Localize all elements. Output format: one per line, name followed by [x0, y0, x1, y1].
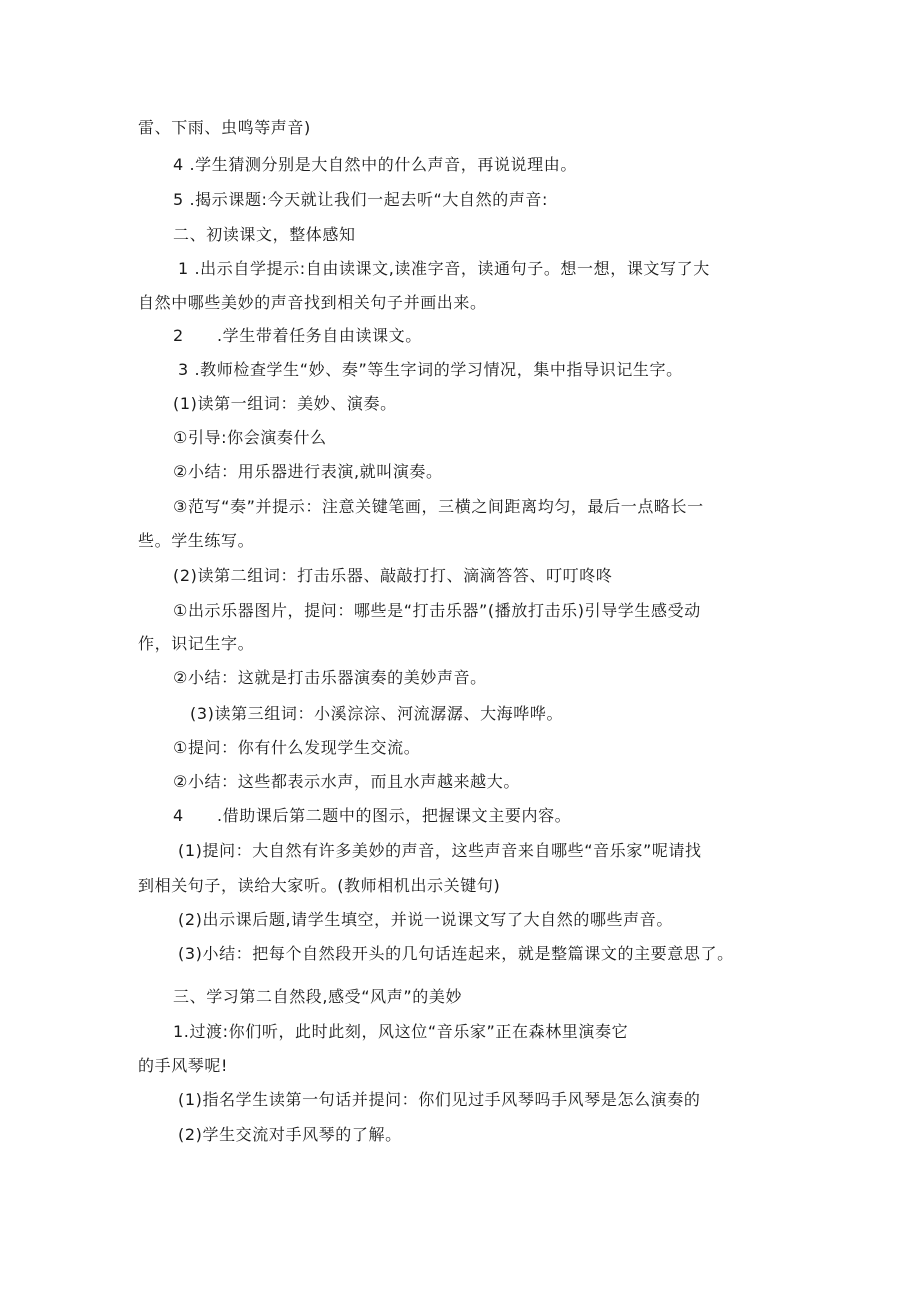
text-line: (2)读第二组词：打击乐器、敲敲打打、滴滴答答、叮叮咚咚 — [173, 566, 613, 585]
text-line: 些。学生练写。 — [138, 531, 255, 550]
text-line: ②小结：用乐器进行表演,就叫演奏。 — [173, 462, 443, 481]
text-line: ③范写“奏”并提示：注意关键笔画，三横之间距离均匀，最后一点略长一 — [173, 497, 704, 516]
text-line: 1.过渡:你们听，此时此刻，风这位“音乐家”正在森林里演奏它 — [173, 1022, 629, 1041]
text-line: (1)提问：大自然有许多美妙的声音，这些声音来自哪些“音乐家”呢请找 — [178, 841, 702, 860]
text-line: (3)小结：把每个自然段开头的几句话连起来，就是整篇课文的主要意思了。 — [178, 944, 734, 963]
text-line: (1)指名学生读第一句话并提问：你们见过手风琴吗手风琴是怎么演奏的 — [178, 1090, 701, 1109]
text-line: ②小结：这就是打击乐器演奏的美妙声音。 — [173, 668, 487, 687]
text-line: (2)学生交流对手风琴的了解。 — [178, 1125, 402, 1144]
text-line: (2)出示课后题,请学生填空，并说一说课文写了大自然的哪些声音。 — [178, 910, 673, 929]
text-line: 的手风琴呢! — [138, 1056, 229, 1075]
text-line: 4 .借助课后第二题中的图示，把握课文主要内容。 — [173, 806, 572, 825]
text-line: (3)读第三组词：小溪淙淙、河流潺潺、大海哗哗。 — [190, 704, 564, 723]
text-line: ①出示乐器图片，提问：哪些是“打击乐器”(播放打击乐)引导学生感受动 — [173, 601, 701, 620]
text-line: 作，识记生字。 — [138, 634, 255, 653]
text-line: 1 .出示自学提示:自由读课文,读准字音，读通句子。想一想，课文写了大 — [178, 259, 710, 278]
text-line: 2 .学生带着任务自由读课文。 — [173, 326, 422, 345]
text-line: 3 .教师检查学生“妙、奏”等生字词的学习情况，集中指导识记生字。 — [178, 360, 683, 379]
text-line: (1)读第一组词：美妙、演奏。 — [173, 394, 397, 413]
text-line: 到相关句子，读给大家听。(教师相机出示关键句) — [138, 876, 501, 895]
text-line: 雷、下雨、虫鸣等声音) — [138, 118, 311, 137]
text-line: 5 .揭示课题:今天就让我们一起去听“大自然的声音: — [173, 190, 549, 209]
text-line: 自然中哪些美妙的声音找到相关句子并画出来。 — [138, 293, 487, 312]
text-line: ①提问：你有什么发现学生交流。 — [173, 738, 421, 757]
section-heading: 二、初读课文，整体感知 — [173, 225, 356, 244]
text-line: 4 .学生猜测分别是大自然中的什么声音，再说说理由。 — [173, 155, 577, 174]
text-line: ①引导:你会演奏什么 — [173, 428, 327, 447]
section-heading: 三、学习第二自然段,感受“风声”的美妙 — [173, 987, 463, 1006]
text-line: ②小结：这些都表示水声，而且水声越来越大。 — [173, 772, 520, 791]
